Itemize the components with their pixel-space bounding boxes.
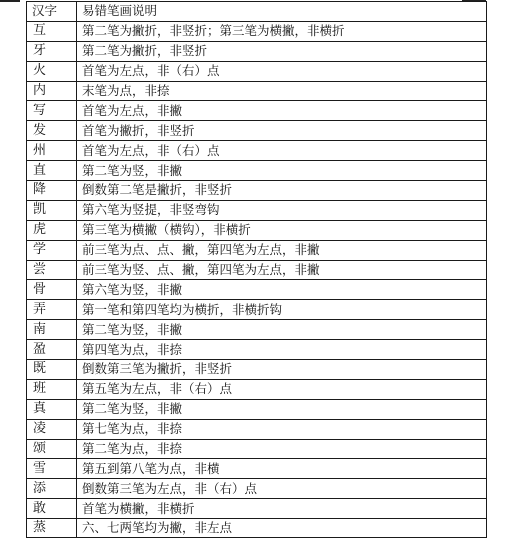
note-cell: 首笔为横撇，非横折 <box>77 499 487 519</box>
table-row <box>27 360 487 380</box>
table-row <box>27 320 487 340</box>
character-cell: 弄 <box>27 300 77 320</box>
note-cell: 前三笔为点、点、撇，第四笔为左点，非撇 <box>77 240 487 260</box>
note-cell: 六、七两笔均为撇，非左点 <box>77 519 487 538</box>
table-row <box>27 439 487 459</box>
table-row <box>27 41 487 61</box>
note-cell: 第五到第八笔为点，非横 <box>77 459 487 479</box>
character-cell: 雪 <box>27 459 77 479</box>
table-row <box>27 499 487 519</box>
note-cell: 倒数第二笔是撇折，非竖折 <box>77 181 487 201</box>
table-row <box>27 379 487 399</box>
top-left-rule <box>0 0 20 2</box>
character-cell: 班 <box>27 379 77 399</box>
note-cell: 第二笔为撇折，非竖折 <box>77 41 487 61</box>
character-cell: 学 <box>27 240 77 260</box>
note-cell: 第六笔为竖，非撇 <box>77 280 487 300</box>
character-cell: 敢 <box>27 499 77 519</box>
note-cell: 前三笔为竖、点、撇，第四笔为左点，非撇 <box>77 260 487 280</box>
note-cell: 第二笔为竖，非撇 <box>77 399 487 419</box>
table-row <box>27 161 487 181</box>
character-cell: 火 <box>27 61 77 81</box>
character-cell: 凌 <box>27 419 77 439</box>
character-cell: 真 <box>27 399 77 419</box>
character-cell: 虎 <box>27 220 77 240</box>
character-cell: 凯 <box>27 200 77 220</box>
note-cell: 第二笔为竖，非撇 <box>77 161 487 181</box>
character-cell: 尝 <box>27 260 77 280</box>
note-cell: 第一笔和第四笔均为横折，非横折钩 <box>77 300 487 320</box>
table-body <box>27 21 487 537</box>
character-cell: 颂 <box>27 439 77 459</box>
table-row <box>27 200 487 220</box>
note-cell: 第二笔为撇折，非竖折；第三笔为横撇，非横折 <box>77 21 487 41</box>
note-cell: 第六笔为竖提，非竖弯钩 <box>77 200 487 220</box>
character-cell: 南 <box>27 320 77 340</box>
table-row <box>27 121 487 141</box>
note-cell: 倒数第三笔为撇折，非竖折 <box>77 360 487 380</box>
table-row <box>27 220 487 240</box>
table-row <box>27 300 487 320</box>
table-row <box>27 459 487 479</box>
table-row <box>27 61 487 81</box>
note-cell: 首笔为左点，非（右）点 <box>77 61 487 81</box>
note-cell: 第二笔为点，非捺 <box>77 439 487 459</box>
character-cell: 内 <box>27 81 77 101</box>
character-cell: 既 <box>27 360 77 380</box>
note-cell: 第三笔为横撇（横钩），非横折 <box>77 220 487 240</box>
character-cell: 降 <box>27 181 77 201</box>
table-row <box>27 141 487 161</box>
character-cell: 互 <box>27 21 77 41</box>
table-row <box>27 21 487 41</box>
note-cell: 首笔为左点，非（右）点 <box>77 141 487 161</box>
table-row <box>27 419 487 439</box>
character-cell: 州 <box>27 141 77 161</box>
note-cell: 倒数第三笔为左点，非（右）点 <box>77 479 487 499</box>
stroke-error-table <box>26 1 487 538</box>
table-row <box>27 260 487 280</box>
table-row <box>27 519 487 538</box>
character-cell: 盈 <box>27 340 77 360</box>
table-row <box>27 399 487 419</box>
character-cell: 骨 <box>27 280 77 300</box>
note-cell: 第五笔为左点，非（右）点 <box>77 379 487 399</box>
stroke-error-table-container <box>26 1 486 538</box>
table-row <box>27 240 487 260</box>
header-row <box>27 2 487 22</box>
table-row <box>27 181 487 201</box>
table-row <box>27 81 487 101</box>
column-header-character: 汉字 <box>27 2 77 22</box>
character-cell: 发 <box>27 121 77 141</box>
note-cell: 首笔为左点，非撇 <box>77 101 487 121</box>
note-cell: 第四笔为点，非捺 <box>77 340 487 360</box>
character-cell: 蒸 <box>27 519 77 538</box>
note-cell: 首笔为撇折，非竖折 <box>77 121 487 141</box>
table-row <box>27 479 487 499</box>
character-cell: 添 <box>27 479 77 499</box>
table-row <box>27 340 487 360</box>
character-cell: 写 <box>27 101 77 121</box>
table-row <box>27 280 487 300</box>
note-cell: 第二笔为竖，非撇 <box>77 320 487 340</box>
table-row <box>27 101 487 121</box>
note-cell: 第七笔为点，非捺 <box>77 419 487 439</box>
character-cell: 牙 <box>27 41 77 61</box>
column-header-note: 易错笔画说明 <box>77 2 487 22</box>
note-cell: 末笔为点，非捺 <box>77 81 487 101</box>
character-cell: 直 <box>27 161 77 181</box>
